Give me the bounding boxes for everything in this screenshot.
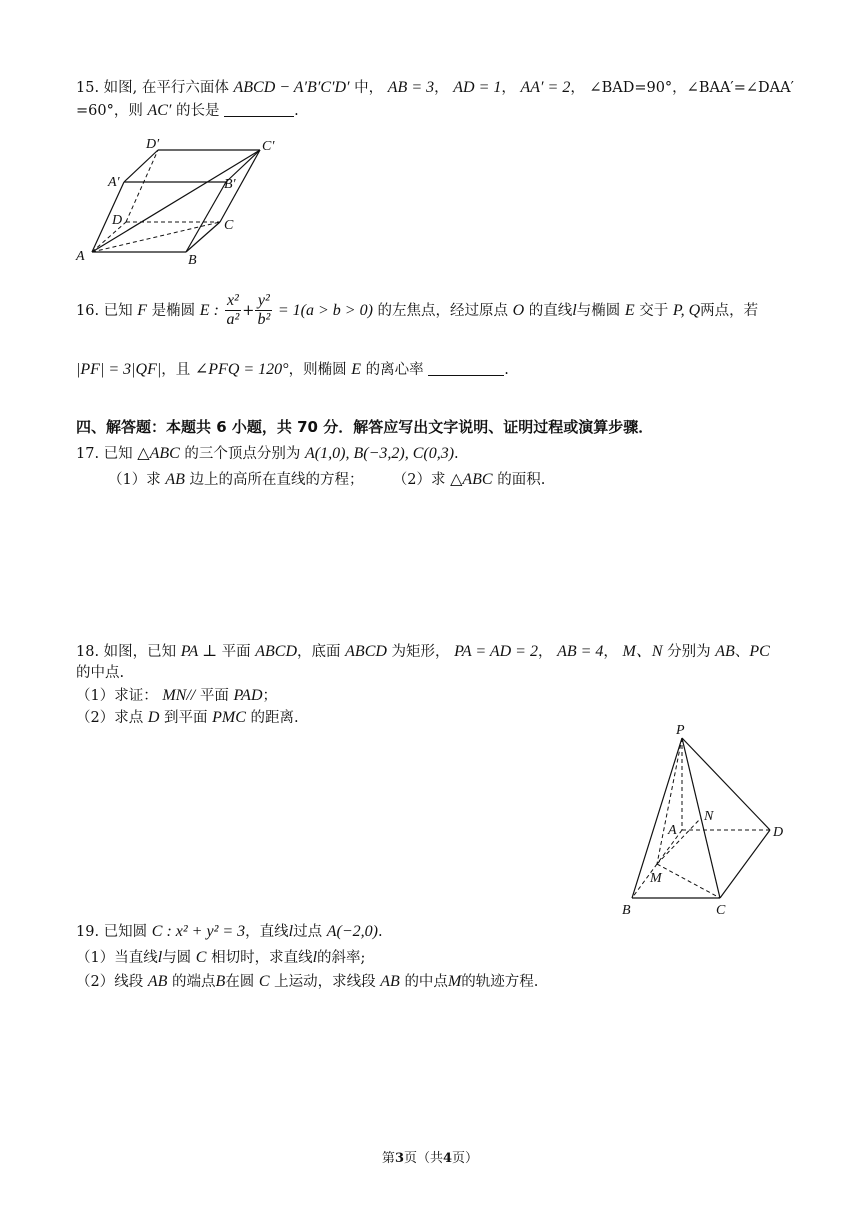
label-c: C [224,218,234,233]
frac-num: x² [225,292,242,311]
q17-line1 [76,444,459,464]
q15-sep: ， [570,80,585,96]
q15-solid-name: ABCD − A′B′C′D′ [233,79,350,96]
section-4-heading: 四、解答题：本题共 6 小题，共 70 分．解答应写出文字说明、证明过程或演算步骤． [76,418,654,436]
q17-points: A(1,0), B(−3,2), C(0,3) [305,445,455,462]
q19-part2-text: （2）线段 [76,974,144,990]
q15-text: =60°，则 [76,103,143,119]
label-d: D [112,213,123,228]
q16-ellipse-name: E [351,361,361,378]
q16-frac-y [255,292,272,330]
q18-line2: 的中点. [76,665,125,681]
q19-part1 [76,948,365,968]
q15-cond-ab: AB = 3 [387,79,435,96]
q16-text: 的左焦点，经过原点 [377,302,509,319]
q15-target: AC′ [147,102,172,119]
label-d1: D′ [146,137,160,152]
page-number: 3 [394,1151,404,1166]
q18-part2-text: （2）求点 [76,710,144,726]
frac-den: b² [257,311,271,329]
q15-sep: ， [501,80,516,96]
q17-part2: 的面积. [497,472,546,488]
q16-answer-blank [428,361,504,376]
q18-mn-parallel: MN// [162,687,196,704]
q16-colon: : [209,301,219,319]
q16-origin: O [512,301,525,319]
q17-text: . [454,446,459,462]
q19-point-a: A(−2,0) [326,923,378,940]
q16-line-l: l [572,301,577,319]
q19-segment-ab: AB [147,973,168,990]
q17-text: 17. 已知 [76,446,133,462]
q17-part1: （1）求 [108,472,161,488]
q18-plane-pmc: PMC [212,709,246,726]
q17-part1: 边上的高所在直线的方程； [189,472,364,488]
q18-text: 平面 [221,644,251,660]
q18-sep: ， [537,644,553,660]
q15-text: . [294,103,299,119]
q18-text: 18. 如图，已知 [76,644,177,660]
q16-text: 与椭圆 [576,302,621,319]
label-b1: B′ [224,177,236,192]
q17-triangle: △ABC [137,445,180,462]
q17-text: 的三个顶点分别为 [184,446,301,462]
q19-part2 [76,972,538,992]
q19-part2-text: 上运动，求线段 [274,974,376,990]
q18-part2 [76,708,299,728]
q16-line1 [76,292,758,330]
q19-part1-text: 与圆 [162,950,192,966]
q19-segment-ab: AB [380,973,400,990]
q18-plane-abcd: ABCD [255,643,298,660]
q15-cond-angles: ∠BAD=90°，∠BAA′=∠DAA′ [589,80,794,96]
q15-cond-aa1: AA′ = 2 [520,79,571,96]
label-c1: C′ [262,139,275,154]
q19-circle: C : x² + y² = 3 [151,923,246,940]
q16-focus: F [137,301,148,319]
q18-pyramid-figure [610,720,800,920]
q18-points-mn: M、N [622,643,663,660]
footer-text: 页（共 [403,1151,443,1166]
q18-segment-pc: PC [749,643,770,660]
q19-midpoint-m: M [447,973,462,990]
q18-text: ，底面 [297,644,341,660]
q15-text: 中， [354,80,384,96]
q18-part2-text: 的距离. [250,710,299,726]
q16-angle: ∠PFQ = 120° [194,361,289,378]
q16-text: 的直线 [528,302,573,319]
label-a1: A′ [108,175,120,190]
q18-part1-text: 平面 [199,688,229,704]
label-a: A [76,249,85,264]
footer-text: 页） [452,1151,479,1166]
q18-sep: ， [603,644,618,660]
q16-cond-pf: |PF| = 3|QF| [76,361,162,378]
q17-triangle: △ABC [450,471,493,488]
q19-part2-text: 的轨迹方程. [461,974,539,990]
q18-plane-pad: PAD [233,687,263,704]
q17-line2 [108,470,545,490]
q19-part1-text: 的斜率; [317,950,366,966]
label-b: B [622,903,631,918]
q17-part2: （2）求 [392,472,446,488]
label-a: A [668,823,677,838]
q15-text: 15. 如图, 在平行六面体 [76,80,229,96]
q16-text: . [504,362,509,378]
q19-point-b: B [215,973,226,990]
q19-line-l: l [288,923,294,940]
q16-text: ，且 [161,362,191,378]
q19-circle-c: C [258,973,270,990]
label-n: N [704,809,714,824]
q16-text: 交于 [639,302,669,319]
label-m: M [650,871,662,886]
q18-part1 [76,686,277,706]
q16-ellipse-name: E [199,301,210,319]
q16-line2 [76,360,509,380]
page-total: 4 [443,1151,453,1166]
q19-text: . [377,924,383,940]
q15-answer-blank [224,102,294,117]
footer-text: 第 [381,1151,395,1166]
q18-eq2: AB = 4 [557,643,604,660]
q19-line1 [76,922,383,942]
q18-part2-text: 到平面 [164,710,208,726]
q16-text: 是椭圆 [151,302,196,319]
page-footer [0,1147,860,1166]
q19-part2-text: 的中点 [404,974,448,990]
label-p: P [676,723,685,738]
q19-part2-text: 的端点 [172,974,216,990]
q18-point-d: D [147,709,160,726]
q18-eq1: PA = AD = 2 [454,643,538,660]
q18-segment-ab: AB [715,643,735,660]
q15-line2 [76,101,299,121]
q19-line-l: l [312,949,318,966]
label-b: B [188,253,197,268]
frac-den: a² [226,311,240,329]
q19-circle-c: C [195,949,207,966]
q18-text: 为矩形， [391,644,450,660]
q16-eq: = 1(a > b > 0) [277,301,373,319]
q16-text: ，则椭圆 [288,362,347,378]
q18-base-abcd: ABCD [345,643,387,660]
q18-sep: 、 [734,644,750,660]
q19-text: ，直线 [245,924,289,940]
label-c: C [716,903,726,918]
q19-part1-text: 相切时，求直线 [211,950,313,966]
q19-part1-text: （1）当直线 [76,950,158,966]
q16-frac-x [225,292,242,330]
q15-cond-ad: AD = 1 [453,79,502,96]
q15-text: 的长是 [176,103,220,119]
q18-perp: PA ⊥ [180,643,218,660]
q19-text: 过点 [293,924,323,940]
q15-parallelepiped-figure [70,132,290,272]
label-d: D [773,825,784,840]
q18-line1 [76,642,770,662]
q16-text: 的离心率 [365,362,424,378]
q19-text: 19. 已知圆 [76,924,148,940]
q16-plus: + [242,302,255,319]
q15-line1 [76,78,794,98]
q17-segment-ab: AB [165,471,185,488]
q16-ellipse-name: E [624,301,635,319]
q16-text: 16. 已知 [76,302,133,319]
frac-num: y² [255,292,272,311]
q18-part1-text: ； [262,688,277,704]
q19-part2-text: 在圆 [225,974,255,990]
q18-part1-text: （1）求证： [76,688,158,704]
q16-points: P, Q [672,301,701,319]
q19-line-l: l [157,949,163,966]
q18-text: 分别为 [667,644,711,660]
q15-sep: ， [434,80,449,96]
q16-text: 两点，若 [700,302,759,319]
